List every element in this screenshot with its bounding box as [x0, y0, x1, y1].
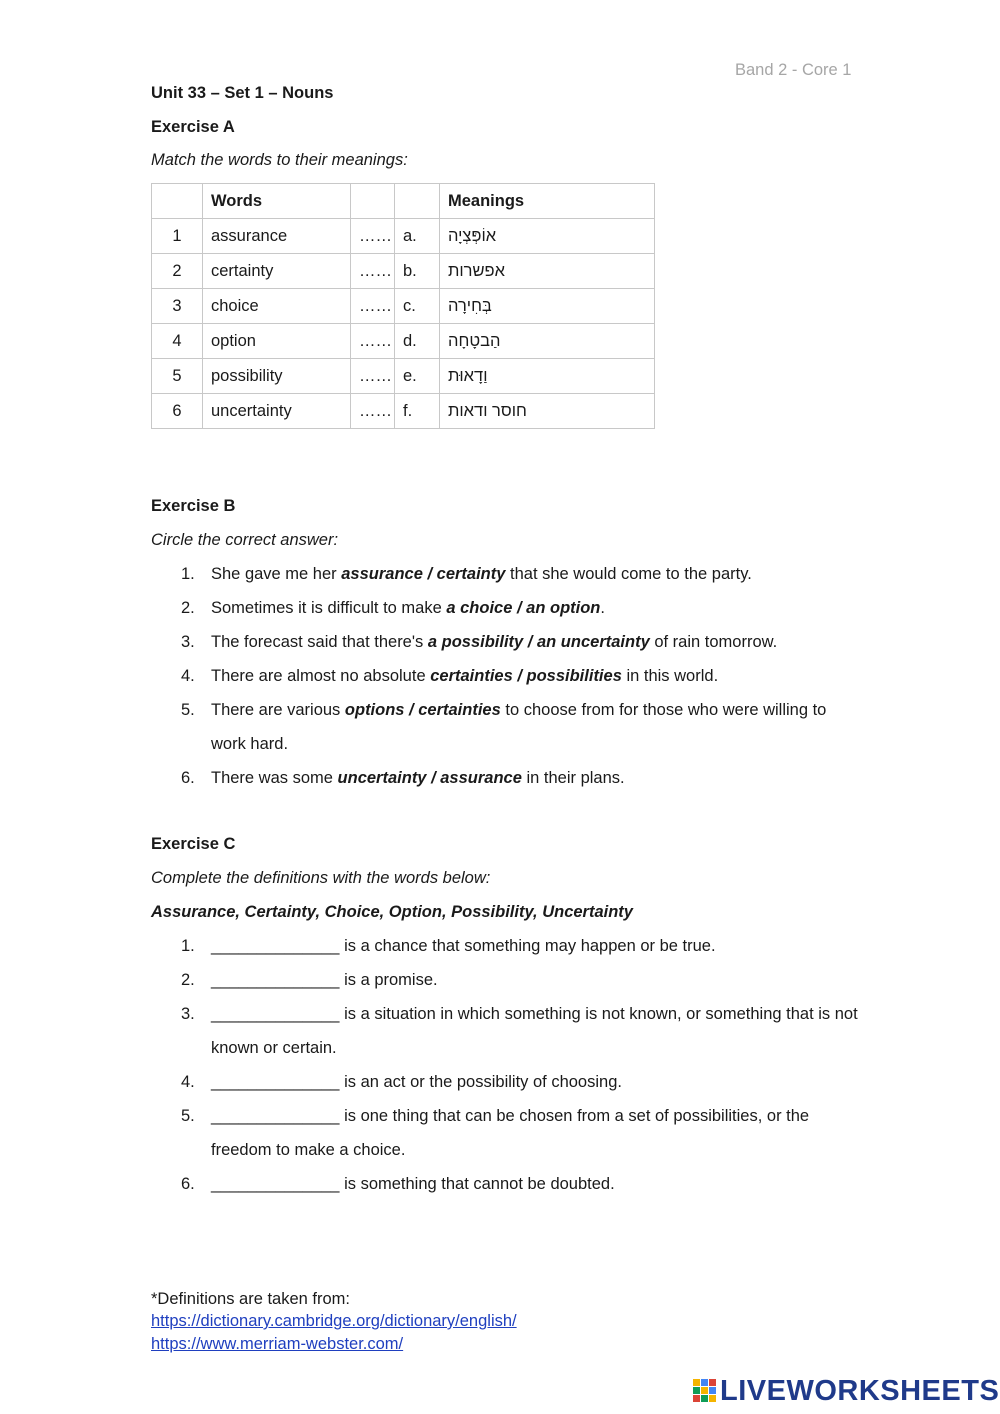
word-bank: Assurance, Certainty, Choice, Option, Possibility, Uncertainty — [151, 903, 633, 921]
answer-blank[interactable]: …… — [351, 394, 395, 429]
exercise-c-heading: Exercise C — [151, 835, 236, 853]
exercise-b-heading: Exercise B — [151, 497, 236, 515]
row-number: 4 — [152, 324, 203, 359]
row-word: uncertainty — [203, 394, 351, 429]
answer-choice[interactable]: a choice / an option — [446, 599, 601, 617]
row-meaning: בְּחִירָה — [440, 289, 655, 324]
item-number: 3. — [181, 1005, 195, 1023]
exercise-a-heading: Exercise A — [151, 118, 235, 136]
item-number: 6. — [181, 769, 195, 787]
exercise-a-instruction: Match the words to their meanings: — [151, 151, 408, 169]
row-meaning: אוֹפְּצְיָה — [440, 219, 655, 254]
row-letter: c. — [395, 289, 440, 324]
row-letter: a. — [395, 219, 440, 254]
row-word: assurance — [203, 219, 351, 254]
table-row — [152, 324, 655, 359]
row-word: option — [203, 324, 351, 359]
item-number: 4. — [181, 667, 195, 685]
table-row — [152, 219, 655, 254]
liveworksheets-logo-icon — [693, 1379, 717, 1403]
band-label: Band 2 - Core 1 — [735, 61, 852, 79]
merriam-webster-link[interactable]: https://www.merriam-webster.com/ — [151, 1335, 404, 1353]
item-number: 1. — [181, 565, 195, 583]
row-letter: b. — [395, 254, 440, 289]
row-meaning: חוסר ודאות — [440, 394, 655, 429]
row-number: 1 — [152, 219, 203, 254]
answer-blank[interactable]: …… — [351, 359, 395, 394]
item-number: 6. — [181, 1175, 195, 1193]
row-number: 6 — [152, 394, 203, 429]
liveworksheets-logo — [693, 1375, 999, 1408]
row-meaning: וַדָאוּת — [440, 359, 655, 394]
row-word: possibility — [203, 359, 351, 394]
matching-table — [151, 183, 655, 429]
fill-blank[interactable]: ______________ — [211, 1073, 340, 1091]
logo-text: LIVEWORKSHEETS — [720, 1375, 1000, 1407]
fill-blank[interactable]: ______________ — [211, 971, 340, 989]
row-number: 3 — [152, 289, 203, 324]
row-letter: d. — [395, 324, 440, 359]
row-meaning: אפשרות — [440, 254, 655, 289]
item-number: 5. — [181, 1107, 195, 1125]
answer-choice[interactable]: certainties / possibilities — [430, 667, 622, 685]
table-row — [152, 289, 655, 324]
answer-blank[interactable]: …… — [351, 324, 395, 359]
exercise-c-instruction: Complete the definitions with the words below: — [151, 869, 491, 887]
item-number: 2. — [181, 971, 195, 989]
fill-blank[interactable]: ______________ — [211, 937, 340, 955]
row-letter: f. — [395, 394, 440, 429]
cambridge-link[interactable]: https://dictionary.cambridge.org/dictionary/english/ — [151, 1312, 517, 1330]
item-number: 1. — [181, 937, 195, 955]
row-letter: e. — [395, 359, 440, 394]
table-row — [152, 359, 655, 394]
col-meanings-header: Meanings — [440, 184, 655, 219]
table-row — [152, 254, 655, 289]
definitions-note: *Definitions are taken from: — [151, 1290, 351, 1308]
fill-blank[interactable]: ______________ — [211, 1005, 340, 1023]
page-title: Unit 33 – Set 1 – Nouns — [151, 84, 334, 102]
col-words-header: Words — [203, 184, 351, 219]
row-word: certainty — [203, 254, 351, 289]
fill-blank[interactable]: ______________ — [211, 1107, 340, 1125]
table-row — [152, 394, 655, 429]
table-header-row — [152, 184, 655, 219]
row-number: 2 — [152, 254, 203, 289]
answer-choice[interactable]: options / certainties — [344, 701, 501, 719]
answer-choice[interactable]: assurance / certainty — [341, 565, 506, 583]
item-number: 5. — [181, 701, 195, 719]
answer-blank[interactable]: …… — [351, 289, 395, 324]
item-number: 3. — [181, 633, 195, 651]
row-meaning: הַבטָחָה — [440, 324, 655, 359]
answer-blank[interactable]: …… — [351, 254, 395, 289]
item-number: 2. — [181, 599, 195, 617]
item-number: 4. — [181, 1073, 195, 1091]
answer-choice[interactable]: uncertainty / assurance — [337, 769, 522, 787]
row-word: choice — [203, 289, 351, 324]
fill-blank[interactable]: ______________ — [211, 1175, 340, 1193]
answer-choice[interactable]: a possibility / an uncertainty — [427, 633, 650, 651]
row-number: 5 — [152, 359, 203, 394]
exercise-b-instruction: Circle the correct answer: — [151, 531, 339, 549]
answer-blank[interactable]: …… — [351, 219, 395, 254]
